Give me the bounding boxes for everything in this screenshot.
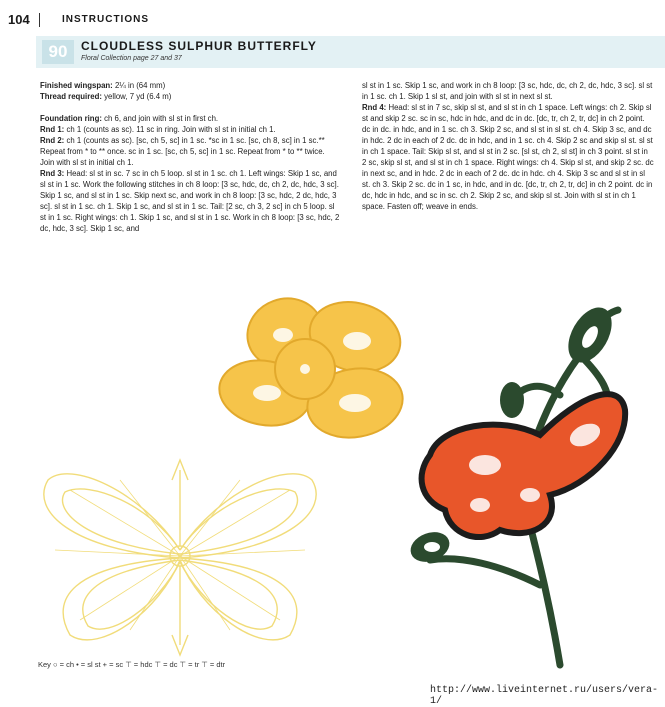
round-3-text: Head: sl st in sc. 7 sc in ch 5 loop. sl st in 1 sc. ch 1. Left wings: Skip 1 sc, and sl st in 1 sc. Work the following stitches in ch 8 loop: [3 sc, hdc, dc, ch 2, dc, hdc, 3 sc]. Skip 1 sc, and sl st in 1 sc. Skip next sc, and work in ch 8 loop: [3 sc, hdc, 2 dc, hdc, 3 sc]. sl st in 1 sc. ch 1. Skip 1 sc, and sl st in 1 sc. Tail: [2 sc, ch 3, 2 sc] in ch 5 loop. sl st in 1 sc. Right wings: ch 1. Skip 1 sc, and sl st in 1 sc. Work in ch 8 loop: [3 sc, hdc, 2 dc, hdc, 3 sc]. Skip 1 sc, and [40, 169, 340, 233]
round-3 [40, 168, 340, 234]
pattern-subtitle: Floral Collection page 27 and 37 [81, 55, 182, 62]
foundation-ring [40, 113, 340, 124]
round-4-text: Head: sl st in 7 sc, skip sl st, and sl st in ch 1 space. Left wings: ch 2. Skip sl st and skip 2 sc. sc in sc, hdc in hdc, and dc in dc. [dc, tr, ch 2, tr, dc] in ch 2 point. dc in dc. in hdc, and in 1 sc. ch 3. Skip 2 sc, and sl st in sl st. ch 4. Skip 3 sc, and dc in hdc. 2 dc in each of 2 dc. dc in hdc, and in 1 sc. ch 4. Skip 2 sc and skip sl st. sl st in ch 1 space. Tail: Skip sl st, and sl st in 2 sc. [sl st, ch 2, sl st] in ch 3 point. sl st in 2 sc, skip sl st, and sl st in ch 1 space. Right wings: ch 4. Skip sl st, and skip 2 sc. dc in next sc, and in hdc. 2 dc in each of 2 dc. dc in hdc. ch 4. Skip 3 sc and sl st in sl st. ch 3. Skip 2 sc. dc in 1 sc, in hdc, and in dc. [dc, tr, ch 2, tr, dc] in ch 2 point. dc in dc, hdc in hdc, and sc in sc. ch 2. Skip 2 sc, and skip sl st. Join with sl st in ch 1 space. Fasten off; weave in ends. [362, 103, 654, 211]
section-title: INSTRUCTIONS [62, 14, 149, 25]
instructions-column-left [40, 80, 340, 234]
thread-line [40, 91, 340, 102]
round-3-label: Rnd 3: [40, 169, 65, 178]
round-1 [40, 124, 340, 135]
pattern-title-band [36, 36, 665, 68]
pattern-title: CLOUDLESS SULPHUR BUTTERFLY [81, 39, 317, 53]
wingspan-label: Finished wingspan: [40, 81, 113, 90]
round-4-label: Rnd 4: [362, 103, 387, 112]
page-number: 104 [8, 12, 30, 27]
round-2-label: Rnd 2: [40, 136, 65, 145]
orange-butterfly-photo [390, 285, 630, 670]
round-2-text: ch 1 (counts as sc). [sc, ch 5, sc] in 1 sc. *sc in 1 sc. [sc, ch 8, sc] in 1 sc.** Repeat from * to ** once. sc in 1 sc. [sc, ch 5, sc] in 1 sc. Repeat from * to ** twice. Join with sl st in initial ch 1. [40, 136, 325, 167]
header-divider [39, 13, 40, 27]
round-4 [362, 102, 654, 212]
page-header [0, 10, 665, 30]
crochet-chart-diagram [30, 450, 330, 660]
round-1-text: ch 1 (counts as sc). 11 sc in ring. Join with sl st in initial ch 1. [66, 125, 276, 134]
instructions-column-right [362, 80, 654, 212]
round-3-continued: sl st in 1 sc. Skip 1 sc, and work in ch 8 loop: [3 sc, hdc, dc, ch 2, dc, hdc, 3 sc]. sl st in 1 sc. ch 1. Skip 1 sl st, and join with sl st in next sl st. [362, 81, 653, 101]
foundation-label: Foundation ring: [40, 114, 102, 123]
watermark-url: http://www.liveinternet.ru/users/vera-1/ [430, 685, 659, 707]
wingspan-line [40, 80, 340, 91]
chart-key: Key ○ = ch • = sl st + = sc ⊤ = hdc ⊤ = dc ⊤ = tr ⊤ = dtr [38, 660, 226, 669]
foundation-text: ch 6, and join with sl st in first ch. [104, 114, 219, 123]
round-2 [40, 135, 340, 168]
pattern-number: 90 [42, 40, 74, 64]
thread-value: yellow, 7 yd (6.4 m) [104, 92, 172, 101]
round-1-label: Rnd 1: [40, 125, 65, 134]
wingspan-value: 2¼ in (64 mm) [114, 81, 166, 90]
thread-label: Thread required: [40, 92, 102, 101]
